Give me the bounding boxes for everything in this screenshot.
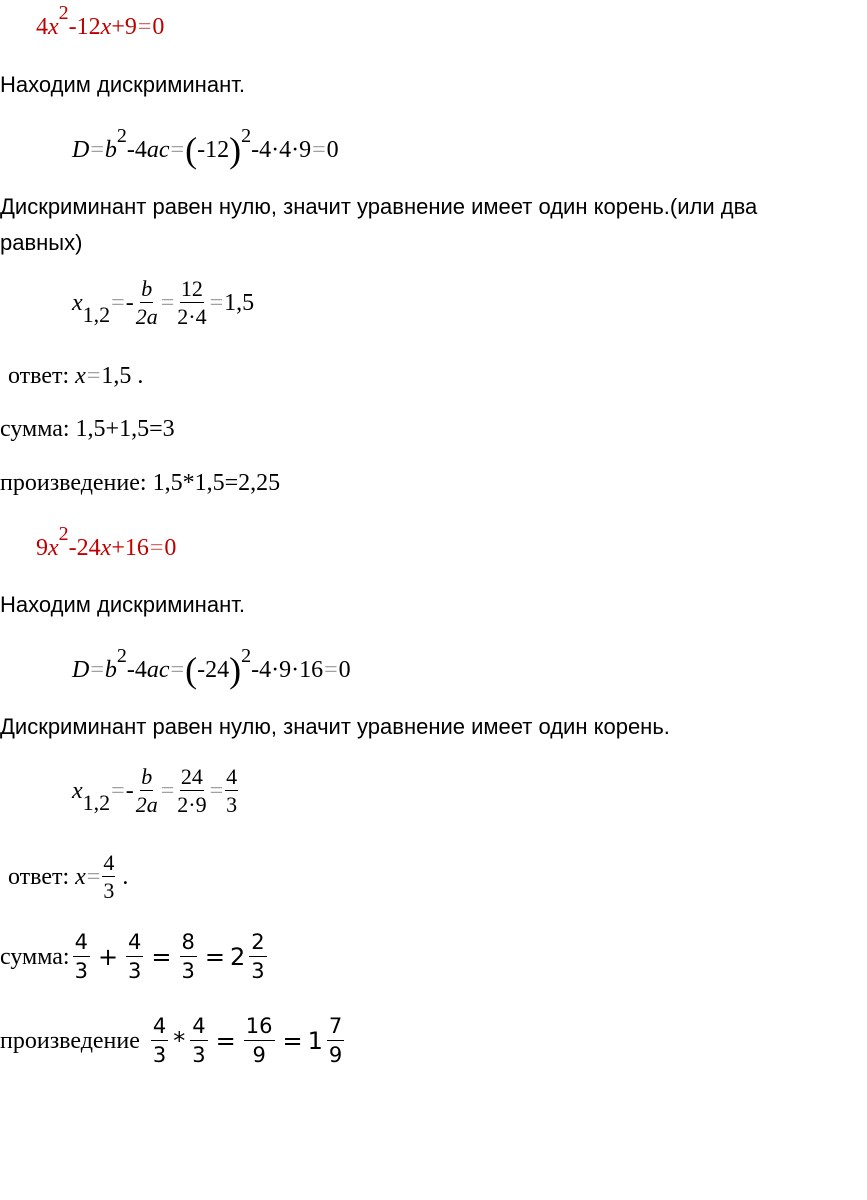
fraction xyxy=(190,1016,207,1066)
value: -24 xyxy=(197,656,230,683)
numerator: b xyxy=(141,764,153,789)
sum-2 xyxy=(0,932,270,982)
denominator: 3 xyxy=(128,959,142,983)
equals-sign: = xyxy=(209,289,224,316)
answer-2 xyxy=(8,852,128,902)
fraction xyxy=(244,1016,275,1066)
paren: ( xyxy=(185,650,198,690)
equals-sign: = xyxy=(86,363,101,389)
variable: ac xyxy=(146,136,170,163)
equals-sign: = xyxy=(90,136,104,163)
variable: x xyxy=(100,535,112,561)
equals-sign: = xyxy=(111,777,125,804)
equals-sign: = xyxy=(149,535,164,561)
coef: 4 xyxy=(36,14,48,40)
exponent: 2 xyxy=(241,124,252,147)
variable: ac xyxy=(146,656,170,683)
disc-zero-text-line-2: равных) xyxy=(0,230,83,255)
numerator: 4 xyxy=(190,1016,207,1041)
denominator: 3 xyxy=(152,1043,167,1067)
plus-sign: + xyxy=(97,943,119,971)
term: +16 xyxy=(111,535,149,561)
discriminant-formula-2 xyxy=(72,644,351,690)
minus-sign: - xyxy=(125,777,134,804)
equals-sign: = xyxy=(137,14,152,40)
denominator: 2a xyxy=(135,792,158,817)
whole-part: 1 xyxy=(307,1027,323,1055)
denominator: 3 xyxy=(181,959,195,983)
fraction xyxy=(126,932,143,982)
numerator: 8 xyxy=(180,932,197,957)
numerator: 24 xyxy=(180,764,203,789)
variable: b xyxy=(104,656,117,683)
term: -4·9·16 xyxy=(251,656,324,683)
equals-sign: = xyxy=(160,777,175,804)
fraction xyxy=(176,766,207,816)
equation-1-title xyxy=(36,2,165,41)
period: . xyxy=(122,863,129,890)
paren: ( xyxy=(185,130,198,170)
equals-sign: = xyxy=(151,943,172,971)
disc-zero-text-line-1: Дискриминант равен нулю, значит уравнение имеет один корень.(или два xyxy=(0,194,758,219)
rhs: 0 xyxy=(164,535,177,561)
denominator: 9 xyxy=(252,1043,266,1067)
denominator: 2·9 xyxy=(177,792,207,817)
answer-label: ответ: xyxy=(8,863,70,890)
sum-label: сумма: xyxy=(0,943,70,970)
exponent: 2 xyxy=(116,124,127,147)
value: 0 xyxy=(326,136,339,163)
variable: x xyxy=(100,14,112,40)
equals-sign: = xyxy=(160,289,175,316)
result: 1,5 xyxy=(224,289,255,316)
denominator: 9 xyxy=(328,1043,343,1067)
numerator: 4 xyxy=(73,932,90,957)
equation-2-title xyxy=(36,523,177,562)
denominator: 2a xyxy=(135,304,158,329)
term: -4 xyxy=(126,136,147,163)
disc-symbol: D xyxy=(72,136,90,163)
fraction xyxy=(180,932,197,982)
whole-part: 2 xyxy=(230,943,246,971)
fraction xyxy=(176,278,207,328)
period: . xyxy=(137,363,144,389)
equals-sign: = xyxy=(170,136,185,163)
exponent: 2 xyxy=(58,523,69,545)
coef: 9 xyxy=(36,535,48,561)
subscript: 1,2 xyxy=(82,302,111,327)
equals-sign: = xyxy=(209,777,224,804)
paren: ) xyxy=(229,130,242,170)
term: -24 xyxy=(68,535,101,561)
paren: ) xyxy=(229,650,242,690)
denominator: 3 xyxy=(74,959,88,983)
denominator: 2·4 xyxy=(177,304,207,329)
find-discriminant-text: Находим дискриминант. xyxy=(0,72,245,97)
denominator: 3 xyxy=(251,959,265,983)
fraction xyxy=(151,1016,168,1066)
exponent: 2 xyxy=(58,2,69,24)
variable: x xyxy=(72,777,83,804)
variable: x xyxy=(75,863,86,890)
exponent: 2 xyxy=(116,644,127,667)
numerator: 4 xyxy=(226,764,238,789)
numerator: 4 xyxy=(126,932,143,957)
term: -4·4·9 xyxy=(251,136,312,163)
numerator: 7 xyxy=(327,1016,344,1041)
variable: b xyxy=(104,136,117,163)
equals-sign: = xyxy=(282,1027,303,1055)
value: 0 xyxy=(338,656,351,683)
numerator: 16 xyxy=(244,1016,275,1041)
denominator: 3 xyxy=(226,792,238,817)
fraction xyxy=(135,278,159,328)
denominator: 3 xyxy=(192,1043,206,1067)
answer-value: 1,5 xyxy=(101,363,132,389)
fraction xyxy=(327,1016,344,1066)
disc-symbol: D xyxy=(72,656,90,683)
term: -4 xyxy=(126,656,147,683)
equals-sign: = xyxy=(204,943,226,971)
minus-sign: - xyxy=(125,289,134,316)
equals-sign: = xyxy=(215,1027,236,1055)
term: -12 xyxy=(68,14,101,40)
sum-1: сумма: 1,5+1,5=3 xyxy=(0,416,175,442)
fraction xyxy=(249,932,266,982)
equals-sign: = xyxy=(111,289,125,316)
find-discriminant-text: Находим дискриминант. xyxy=(0,592,245,617)
product-label: произведение xyxy=(0,1027,140,1054)
fraction xyxy=(225,766,238,816)
product-2 xyxy=(0,1016,347,1066)
variable: x xyxy=(75,363,86,389)
discriminant-formula-1 xyxy=(72,124,339,170)
equals-sign: = xyxy=(312,136,326,163)
root-formula-2 xyxy=(72,766,239,816)
disc-zero-text: Дискриминант равен нулю, значит уравнение имеет один корень. xyxy=(0,714,670,739)
term: +9 xyxy=(111,14,137,40)
value: -12 xyxy=(197,136,230,163)
product-1: произведение: 1,5*1,5=2,25 xyxy=(0,470,281,496)
variable: x xyxy=(72,289,83,316)
numerator: 2 xyxy=(249,932,266,957)
exponent: 2 xyxy=(241,644,252,667)
answer-fraction xyxy=(102,852,115,902)
numerator: 12 xyxy=(180,276,203,301)
times-sign: * xyxy=(173,1027,186,1055)
rhs: 0 xyxy=(152,14,165,40)
numerator: 4 xyxy=(151,1016,168,1041)
variable: x xyxy=(48,14,59,40)
equals-sign: = xyxy=(86,863,101,890)
variable: x xyxy=(48,535,59,561)
answer-label: ответ: xyxy=(8,363,70,389)
equals-sign: = xyxy=(324,656,338,683)
subscript: 1,2 xyxy=(82,790,111,815)
denominator: 3 xyxy=(103,878,115,903)
numerator: 4 xyxy=(103,850,115,875)
fraction xyxy=(73,932,90,982)
fraction xyxy=(135,766,159,816)
answer-1 xyxy=(8,363,143,390)
numerator: b xyxy=(141,276,153,301)
equals-sign: = xyxy=(90,656,104,683)
equals-sign: = xyxy=(170,656,185,683)
root-formula-1 xyxy=(72,278,254,328)
